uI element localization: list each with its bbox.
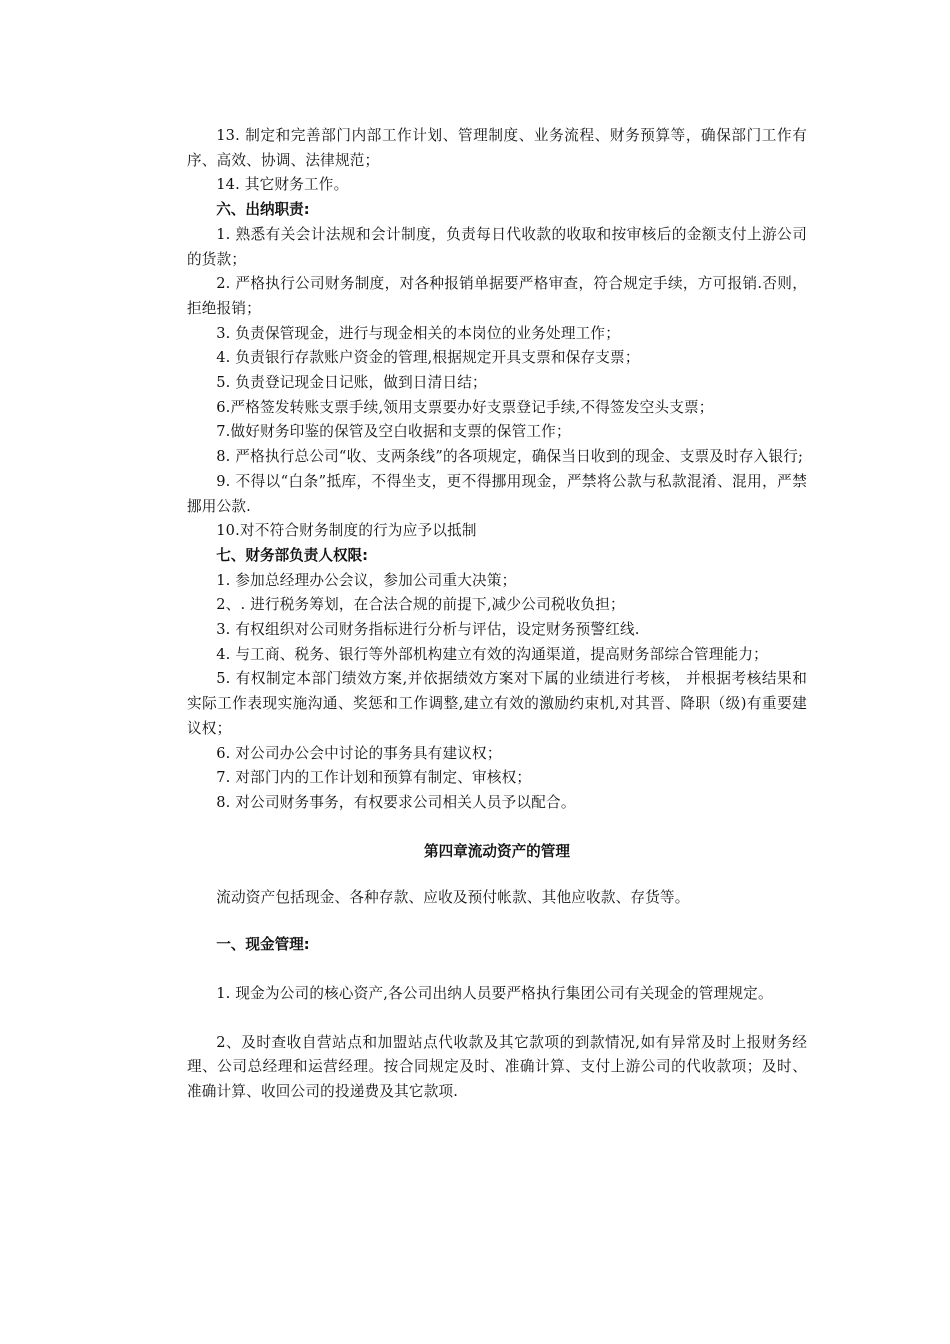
spacer <box>187 1007 807 1031</box>
section6-item-2: 2. 严格执行公司财务制度，对各种报销单据要严格审查，符合规定手续，方可报销.否则，拒绝报销； <box>187 275 807 317</box>
section6-item-10: 10.对不符合财务制度的行为应予以抵制 <box>216 522 477 540</box>
spacer <box>187 958 807 982</box>
section6-heading: 六、出纳职责: <box>216 201 310 219</box>
chapter-title: 第四章流动资产的管理 <box>424 842 570 860</box>
cash-paragraph-2: 2、及时查收自营站点和加盟站点代收款及其它款项的到款情况,如有异常及时上报财务经理、公司总经理和运营经理。按合同规定及时、准确计算、支付上游公司的代收款项；及时、准确计算、收回公司的投递费及其它款项. <box>187 1033 807 1100</box>
section7-item-1: 1. 参加总经理办公会议，参加公司重大决策； <box>216 571 517 589</box>
section6-item-8: 8. 严格执行总公司“收、支两条线”的各项规定，确保当日收到的现金、支票及时存入银行; <box>216 448 804 466</box>
spacer <box>187 816 807 840</box>
section6-item-1: 1. 熟悉有关会计法规和会计制度，负责每日代收款的收取和按审核后的金额支付上游公司的货款； <box>187 225 807 268</box>
section7-heading: 七、财务部负责人权限: <box>216 546 368 564</box>
section6-item-9: 9. 不得以“白条”抵库，不得坐支，更不得挪用现金，严禁将公款与私款混淆、混用，严禁挪用公款. <box>187 472 807 515</box>
section7-item-3: 3. 有权组织对公司财务指标进行分析与评估，设定财务预警红线. <box>216 621 640 639</box>
section5-item-13: 13. 制定和完善部门内部工作计划、管理制度、业务流程、财务预算等，确保部门工作有序、高效、协调、法律规范； <box>187 127 807 169</box>
chapter-intro: 流动资产包括现金、各种存款、应收及预付帐款、其他应收款、存货等。 <box>216 889 690 907</box>
section6-item-4: 4. 负责银行存款账户资金的管理,根据规定开具支票和保存支票； <box>216 349 640 367</box>
section6-item-6: 6.严格签发转账支票手续,领用支票要办好支票登记手续,不得签发空头支票； <box>216 398 714 416</box>
section6-item-7: 7.做好财务印鉴的保管及空白收据和支票的保管工作； <box>216 423 571 441</box>
cash-management-heading: 一、现金管理: <box>216 936 310 954</box>
section6-item-5: 5. 负责登记现金日记账，做到日清日结； <box>216 374 487 392</box>
cash-paragraph-1: 1. 现金为公司的核心资产,各公司出纳人员要严格执行集团公司有关现金的管理规定。 <box>216 984 773 1002</box>
section7-item-5: 5. 有权制定本部门绩效方案,并依据绩效方案对下属的业绩进行考核， 并根据考核结果和实际工作表现实施沟通、奖惩和工作调整,建立有效的激励约束机,对其晋、降职（级)有重要建议权； <box>187 670 807 737</box>
section5-item-14: 14. 其它财务工作。 <box>216 176 349 194</box>
section7-item-8: 8. 对公司财务事务，有权要求公司相关人员予以配合。 <box>216 793 576 811</box>
spacer <box>187 911 807 933</box>
section7-item-7: 7. 对部门内的工作计划和预算有制定、审核权； <box>216 769 532 787</box>
section6-item-3: 3. 负责保管现金，进行与现金相关的本岗位的业务处理工作； <box>216 324 620 342</box>
section7-item-2: 2、. 进行税务筹划，在合法合规的前提下,减少公司税收负担； <box>216 596 625 614</box>
section7-item-4: 4. 与工商、税务、银行等外部机构建立有效的沟通渠道，提高财务部综合管理能力； <box>216 645 768 663</box>
document-page <box>187 124 807 1105</box>
section7-item-6: 6. 对公司办公会中讨论的事务具有建议权； <box>216 744 502 762</box>
spacer <box>187 864 807 886</box>
